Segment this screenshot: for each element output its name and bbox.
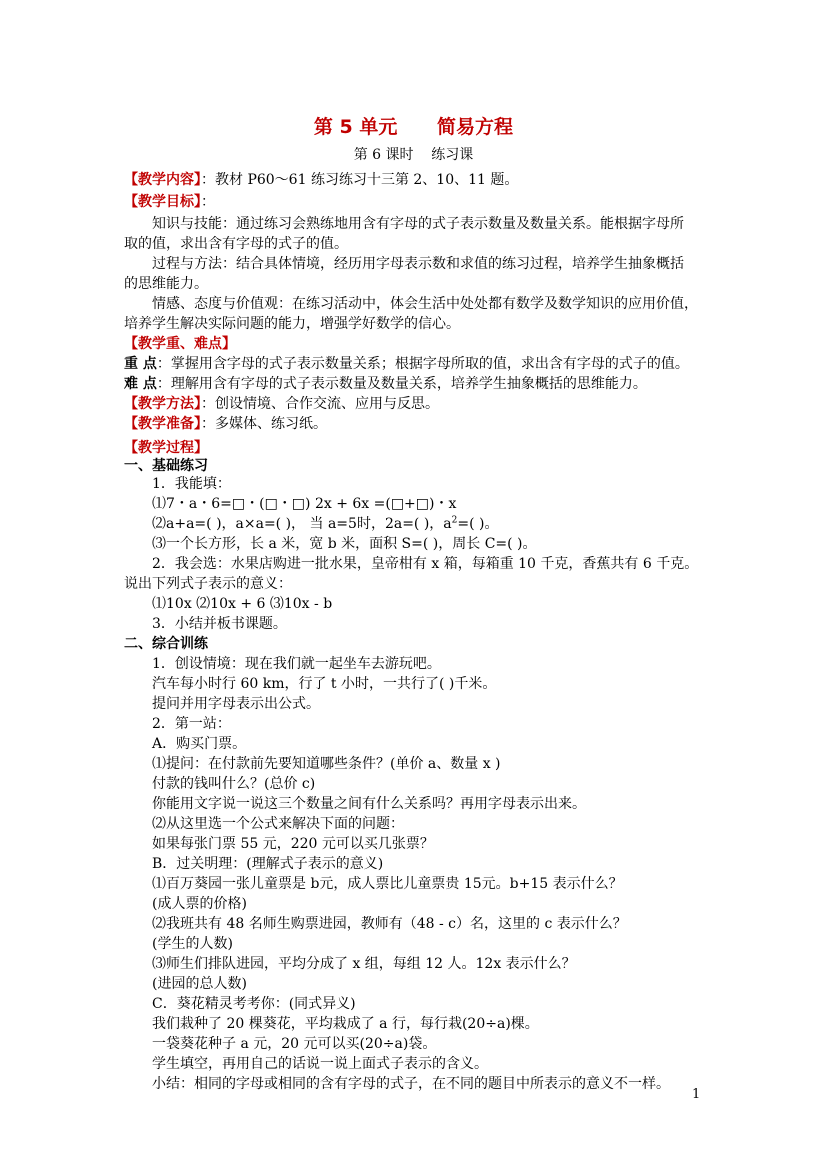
teaching-goals-colon: ： (201, 194, 215, 210)
paragraph-line: 知识与技能：通过练习会熟练地用含有字母的式子表示数量及数量关系。能根据字母所 (152, 216, 684, 232)
paragraph-line: 1．我能填： (152, 476, 231, 492)
paragraph-line: 提问并用字母表示出公式。 (152, 696, 320, 712)
paragraph-line: 小结：相同的字母或相同的含有字母的式子，在不同的题目中所表示的意义不一样。 (152, 1076, 670, 1092)
paragraph-line: 2．我会选：水果店购进一批水果，皇帝柑有 x 箱，每箱重 10 千克，香蕉共有 6 千克。 (152, 556, 699, 572)
paragraph-line: 1．创设情境：现在我们就一起坐车去游玩吧。 (152, 656, 441, 672)
paragraph-line: C．葵花精灵考考你：(同式异义) (152, 996, 356, 1012)
teaching-method-line (124, 394, 439, 414)
paragraph-line: 如果每张门票 55 元，220 元可以买几张票？ (152, 836, 434, 852)
teaching-content-line (124, 170, 518, 190)
paragraph-line (152, 514, 499, 534)
paragraph-line: 付款的钱叫什么？(总价 c) (152, 776, 316, 792)
key-point-label: 重 点 (124, 356, 157, 372)
paragraph-text: =( )。 (457, 516, 499, 532)
paragraph-line: ⑴7・a・6=□・(□・□) 2x + 6x =(□+□)・x (152, 496, 457, 512)
paragraph-line: 一袋葵花种子 a 元，20 元可以买(20÷a)袋。 (152, 1036, 437, 1052)
paragraph-line: ⑵从这里选一个公式来解决下面的问题： (152, 816, 404, 832)
paragraph-line: 取的值，求出含有字母的式子的值。 (124, 236, 348, 252)
paragraph-line: 说出下列式子表示的意义： (124, 576, 292, 592)
difficult-point-label: 难 点 (124, 376, 157, 392)
paragraph-line: 的思维能力。 (124, 276, 208, 292)
paragraph-line: (进园的总人数) (152, 976, 247, 992)
paragraph-line: ⑴百万葵园一张儿童票是 b元，成人票比儿童票贵 15元。b+15 表示什么？ (152, 876, 623, 892)
teaching-content-text: ：教材 P60～61 练习练习十三第 2、10、11 题。 (201, 172, 519, 188)
teaching-process-tag: 【教学过程】 (124, 440, 208, 456)
paragraph-line: (学生的人数) (152, 936, 233, 952)
key-point-text: ：掌握用含字母的式子表示数量关系；根据字母所取的值，求出含有字母的式子的值。 (156, 356, 689, 372)
page-title: 第 5 单元 简易方程 (313, 116, 514, 138)
paragraph-line: 学生填空，再用自己的话说一说上面式子表示的含义。 (152, 1056, 488, 1072)
section-heading: 一、基础练习 (124, 458, 208, 474)
paragraph-line: ⑴10x ⑵10x + 6 ⑶10x - b (152, 596, 333, 612)
paragraph-line: ⑵我班共有 48 名师生购票进园，教师有（48 - c）名，这里的 c 表示什么？ (152, 916, 627, 932)
paragraph-line: A．购买门票。 (152, 736, 247, 752)
paragraph-line: 你能用文字说一说这三个数量之间有什么关系吗？再用字母表示出来。 (152, 796, 586, 812)
paragraph-line: ⑶师生们排队进园，平均分成了 x 组，每组 12 人。12x 表示什么？ (152, 956, 576, 972)
paragraph-line: 过程与方法：结合具体情境，经历用字母表示数和求值的练习过程，培养学生抽象概括 (152, 256, 684, 272)
paragraph-line: ⑴提问：在付款前先要知道哪些条件？(单价 a、数量 x ) (152, 756, 501, 772)
page-number: 1 (692, 1087, 701, 1102)
teaching-goals-tag: 【教学目标】 (124, 194, 201, 210)
paragraph-line: 汽车每小时行 60 km，行了 t 小时，一共行了( )千米。 (152, 676, 497, 692)
key-point-line (124, 354, 689, 374)
paragraph-line: 2．第一站： (152, 716, 231, 732)
section-heading: 二、综合训练 (124, 636, 208, 652)
teaching-method-text: ：创设情境、合作交流、应用与反思。 (201, 396, 439, 412)
paragraph-line: B．过关明理：(理解式子表示的意义) (152, 856, 384, 872)
teaching-method-tag: 【教学方法】 (124, 396, 201, 412)
teaching-prep-line (124, 414, 327, 434)
paragraph-text: ⑵a+a=( )，a×a=( )， 当 a=5时，2a=( )，a (152, 516, 452, 532)
page-subtitle: 第 6 课时 练习课 (353, 147, 474, 163)
teaching-goals-line (124, 192, 215, 212)
superscript: 2 (451, 515, 458, 526)
difficult-point-line (124, 374, 647, 394)
paragraph-line: ⑶一个长方形，长 a 米，宽 b 米，面积 S=( )，周长 C=( )。 (152, 536, 537, 552)
paragraph-line: 3．小结并板书课题。 (152, 616, 287, 632)
paragraph-line: 情感、态度与价值观：在练习活动中，体会生活中处处都有数学及数学知识的应用价值， (152, 296, 698, 312)
paragraph-line: 我们栽种了 20 棵葵花，平均栽成了 a 行，每行栽(20÷a)棵。 (152, 1016, 539, 1032)
teaching-prep-tag: 【教学准备】 (124, 416, 201, 432)
paragraph-line: 培养学生解决实际问题的能力，增强学好数学的信心。 (124, 316, 460, 332)
key-points-tag: 【教学重、难点】 (124, 336, 236, 352)
difficult-point-text: ：理解用含有字母的式子表示数量及数量关系，培养学生抽象概括的思维能力。 (156, 376, 647, 392)
teaching-prep-text: ：多媒体、练习纸。 (201, 416, 327, 432)
teaching-content-tag: 【教学内容】 (124, 172, 201, 188)
paragraph-line: (成人票的价格) (152, 896, 247, 912)
